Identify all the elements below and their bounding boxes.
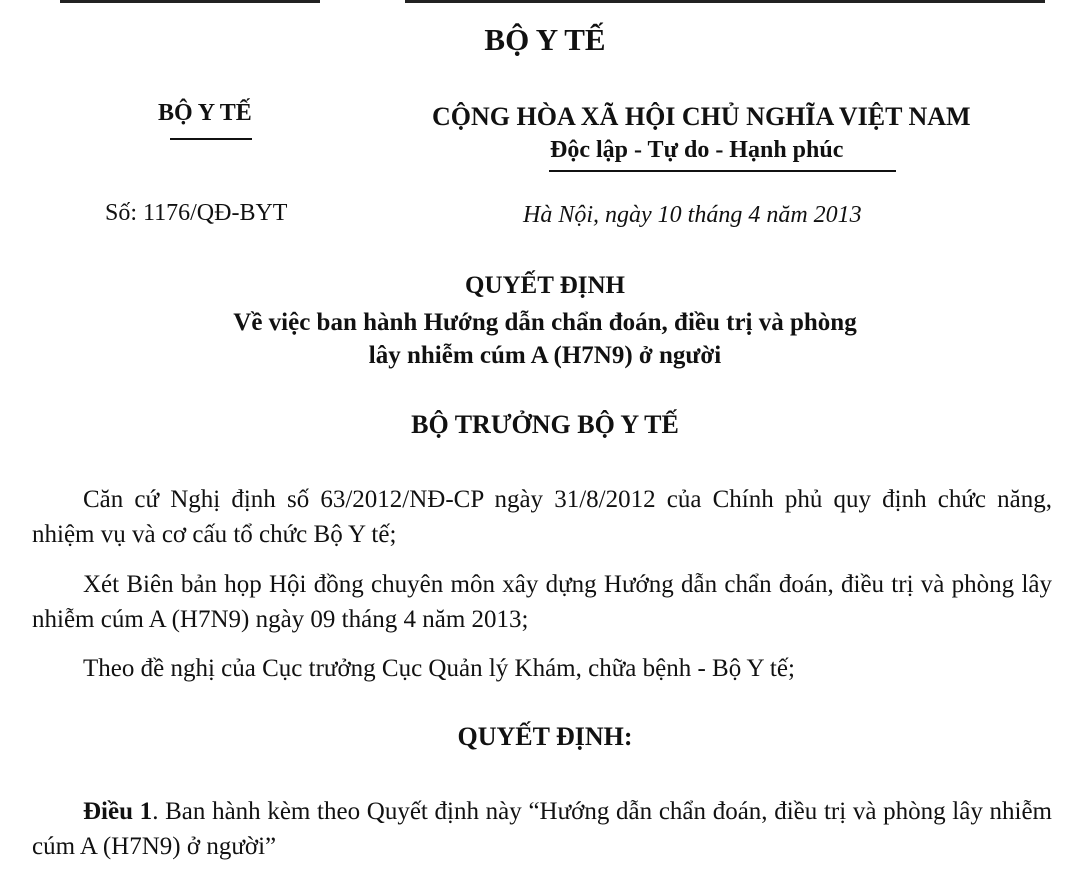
national-motto: Độc lập - Tự do - Hạnh phúc: [550, 137, 844, 163]
document-number: Số: 1176/QĐ-BYT: [105, 200, 288, 226]
legal-basis-1: Căn cứ Nghị định số 63/2012/NĐ-CP ngày 31/8/2012 của Chính phủ quy định chức năng, nhiệm vụ và cơ cấu tổ chức Bộ Y tế;: [32, 486, 1052, 548]
article-1: [32, 794, 1052, 864]
national-title: CỘNG HÒA XÃ HỘI CHỦ NGHĨA VIỆT NAM: [432, 102, 971, 131]
decision-title: QUYẾT ĐỊNH: [465, 272, 625, 299]
issuing-agency: BỘ Y TẾ: [158, 100, 252, 126]
top-edge-rule-left: [60, 0, 320, 3]
issuing-authority: BỘ TRƯỞNG BỘ Y TẾ: [411, 410, 679, 439]
place-and-date: Hà Nội, ngày 10 tháng 4 năm 2013: [523, 202, 862, 228]
article-1-label: Điều 1: [83, 798, 153, 825]
decision-heading: QUYẾT ĐỊNH:: [457, 722, 633, 751]
agency-underline: [170, 138, 252, 140]
article-1-text: . Ban hành kèm theo Quyết định này “Hướng dẫn chẩn đoán, điều trị và phòng lây nhiễm cúm A (H7N9) ở người”: [32, 798, 1053, 860]
motto-underline: [549, 170, 896, 172]
decision-subject-line-1: Về việc ban hành Hướng dẫn chẩn đoán, điều trị và phòng: [233, 309, 857, 336]
legal-basis-2: Xét Biên bản họp Hội đồng chuyên môn xây dựng Hướng dẫn chẩn đoán, điều trị và phòng lây nhiễm cúm A (H7N9) ngày 09 tháng 4 năm 2013;: [32, 571, 1052, 633]
document-header-title: BỘ Y TẾ: [484, 22, 606, 57]
legal-basis-3: Theo đề nghị của Cục trưởng Cục Quản lý Khám, chữa bệnh - Bộ Y tế;: [83, 655, 795, 682]
decision-subject-line-2: lây nhiễm cúm A (H7N9) ở người: [368, 342, 722, 369]
top-edge-rule: [405, 0, 1045, 3]
